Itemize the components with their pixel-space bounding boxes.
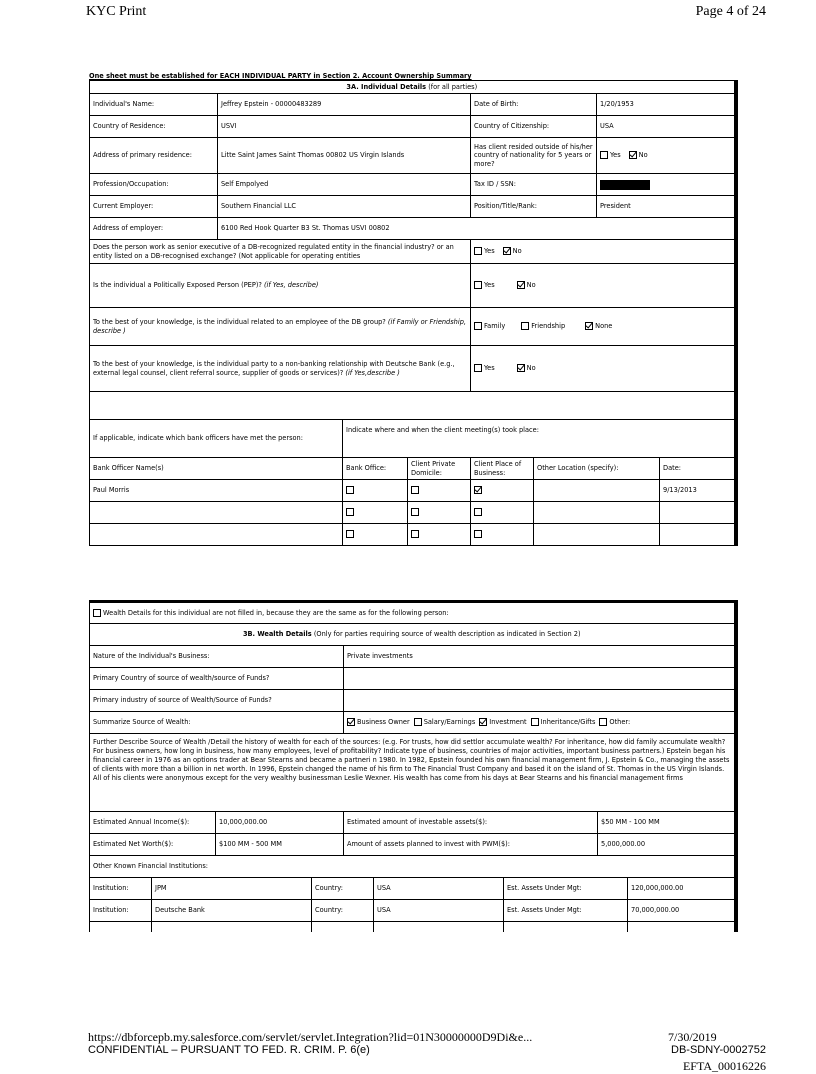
investment-checkbox[interactable] (479, 718, 487, 726)
pep-question: Is the individual a Politically Exposed Person (PEP)? (if Yes, describe) (90, 264, 471, 308)
dob-label: Date of Birth: (471, 94, 597, 116)
institution-name: JPM (152, 878, 312, 900)
footer-confidential: CONFIDENTIAL – PURSUANT TO FED. R. CRIM. P. 6(e) (88, 1044, 370, 1056)
related-employee-options: Family Friendship None (471, 308, 736, 346)
dob-value: 1/20/1953 (597, 94, 736, 116)
summarize-wealth-label: Summarize Source of Wealth: (90, 712, 344, 734)
position-label: Position/Title/Rank: (471, 196, 597, 218)
planned-assets-label: Amount of assets planned to invest with PWM($): (344, 834, 598, 856)
col-officer-name: Bank Officer Name(s) (90, 458, 343, 480)
investable-assets-label: Estimated amount of investable assets($): (344, 812, 598, 834)
footer-url: https://dbforcepb.my.salesforce.com/servlet/servlet.Integration?lid=01N30000000D9Di&e... (88, 1030, 533, 1044)
related-family-checkbox[interactable] (474, 322, 482, 330)
source-country-label: Primary Country of source of wealth/source of Funds? (90, 668, 344, 690)
senior-yes-checkbox[interactable] (474, 247, 482, 255)
institution-country: USA (374, 878, 504, 900)
senior-executive-options: Yes No (471, 240, 736, 264)
other-source-checkbox[interactable] (599, 718, 607, 726)
address-value: Litte Saint James Saint Thomas 00802 US Virgin Islands (218, 138, 471, 174)
summarize-wealth-options: Business Owner Salary/Earnings Investment Inheritance/Gifts Other: (344, 712, 736, 734)
col-private-domicile: Client Private Domicile: (408, 458, 471, 480)
employer-address-value: 6100 Red Hook Quarter B3 St. Thomas USVI 00802 (218, 218, 736, 240)
institution-row (90, 900, 736, 922)
name-value: Jeffrey Epstein - 00000483289 (218, 94, 471, 116)
bank-office-checkbox[interactable] (346, 530, 354, 538)
wealth-details-table (89, 600, 738, 932)
col-other-location: Other Location (specify): (534, 458, 660, 480)
citizenship-value: USA (597, 116, 736, 138)
net-worth-label: Estimated Net Worth($): (90, 834, 216, 856)
planned-assets-value: 5,000,000.00 (598, 834, 736, 856)
place-of-business-checkbox[interactable] (474, 530, 482, 538)
resided-outside-yes-checkbox[interactable] (600, 151, 608, 159)
bank-officers-question: If applicable, indicate which bank officers have met the person: (90, 420, 343, 458)
name-label: Individual's Name: (90, 94, 218, 116)
footer-efta-number: EFTA_00016226 (682, 1059, 766, 1073)
institution-country-label: Country: (312, 900, 374, 922)
source-industry-label: Primary industry of source of Wealth/Source of Funds? (90, 690, 344, 712)
residence-value: USVI (218, 116, 471, 138)
employer-value: Southern Financial LLC (218, 196, 471, 218)
business-nature-value: Private investments (344, 646, 736, 668)
residence-label: Country of Residence: (90, 116, 218, 138)
institution-name: Deutsche Bank (152, 900, 312, 922)
institution-assets: 120,000,000.00 (628, 878, 736, 900)
col-place-of-business: Client Place of Business: (471, 458, 534, 480)
net-worth-value: $100 MM - 500 MM (216, 834, 344, 856)
nonbank-no-checkbox[interactable] (517, 364, 525, 372)
wealth-same-as-row: Wealth Details for this individual are not filled in, because they are the same as for the following person: (90, 602, 736, 624)
pep-yes-checkbox[interactable] (474, 281, 482, 289)
wealth-same-checkbox[interactable] (93, 609, 101, 617)
bank-office-checkbox[interactable] (346, 508, 354, 516)
nonbank-yes-checkbox[interactable] (474, 364, 482, 372)
annual-income-value: 10,000,000.00 (216, 812, 344, 834)
place-of-business-checkbox[interactable] (474, 508, 482, 516)
meeting-row (90, 524, 736, 546)
profession-label: Profession/Occupation: (90, 174, 218, 196)
institution-assets-label: Est. Assets Under Mgt: (504, 900, 628, 922)
annual-income-label: Estimated Annual Income($): (90, 812, 216, 834)
institution-country: USA (374, 900, 504, 922)
related-employee-question: To the best of your knowledge, is the individual related to an employee of the DB group? (if Family or Friendship, describe ) (90, 308, 471, 346)
pep-no-checkbox[interactable] (517, 281, 525, 289)
non-banking-options: Yes No (471, 346, 736, 392)
individual-details-table (89, 80, 738, 546)
private-domicile-checkbox[interactable] (411, 508, 419, 516)
institution-label: Institution: (90, 878, 152, 900)
employer-address-label: Address of employer: (90, 218, 218, 240)
business-owner-checkbox[interactable] (347, 718, 355, 726)
footer-bates-number: DB-SDNY-0002752 (671, 1044, 766, 1056)
intro-instruction: One sheet must be established for EACH INDIVIDUAL PARTY in Section 2. Account Ownership Summary (89, 72, 472, 80)
header-title: KYC Print (86, 4, 147, 19)
profession-value: Self Empolyed (218, 174, 471, 196)
pep-options: Yes No (471, 264, 736, 308)
related-none-checkbox[interactable] (585, 322, 593, 330)
private-domicile-checkbox[interactable] (411, 530, 419, 538)
section-3a-title: 3A. Individual Details (for all parties) (90, 81, 736, 94)
non-banking-question: To the best of your knowledge, is the individual party to a non-banking relationship with Deutsche Bank (e.g., external legal counsel, client referral source, supplier of goods or services)? (if Yes,describe ) (90, 346, 471, 392)
address-label: Address of primary residence: (90, 138, 218, 174)
institution-label: Institution: (90, 900, 152, 922)
taxid-value (597, 174, 736, 196)
position-value: President (597, 196, 736, 218)
bank-office-checkbox[interactable] (346, 486, 354, 494)
footer-date: 7/30/2019 (668, 1030, 717, 1044)
other-institutions-label: Other Known Financial Institutions: (90, 856, 736, 878)
col-date: Date: (660, 458, 736, 480)
senior-executive-question: Does the person work as senior executive of a DB-recognized regulated entity in the financial industry? or an entity listed on a DB-recognised exchange? (Not applicable for operating entities (90, 240, 471, 264)
institution-assets-label: Est. Assets Under Mgt: (504, 878, 628, 900)
meeting-row (90, 502, 736, 524)
place-of-business-checkbox[interactable] (474, 486, 482, 494)
col-bank-office: Bank Office: (343, 458, 408, 480)
blank-row (90, 392, 736, 420)
salary-checkbox[interactable] (414, 718, 422, 726)
investable-assets-value: $50 MM - 100 MM (598, 812, 736, 834)
resided-outside-options: Yes No (597, 138, 736, 174)
source-country-value (344, 668, 736, 690)
business-nature-label: Nature of the Individual's Business: (90, 646, 344, 668)
citizenship-label: Country of Citizenship: (471, 116, 597, 138)
wealth-description: Further Describe Source of Wealth /Detail the history of wealth for each of the sources: (e.g. For trusts, how did settlor accumulate wealth? For inheritance, how did family accumulate wealth?For business owners, how long in business, how many employees, level of profitability? Indicate type of business, countries of major activities, important business partners.) Epstein began his financial career in 1976 as an options trader at Bear Stearns and became a partneri n 1980. In 1982, Epstein founded his own financial management firm, J. Epstein & Co., managing the assets of clients with more than a billion in net worth. In 1996, Epstein changed the name of his firm to The Financial Trust Company and based it on the island of St. Thomas in the US Virgin Islands. All of his clients were anonymous except for the very wealthy businessman Leslie Wexner. His wealth has come from his days at Bear Stearns and his financial management firms (90, 734, 736, 812)
page-number: Page 4 of 24 (695, 4, 766, 19)
institution-country-label: Country: (312, 878, 374, 900)
related-friendship-checkbox[interactable] (521, 322, 529, 330)
redaction-box (600, 180, 650, 190)
officer-name-value: Paul Morris (90, 480, 343, 502)
meeting-location-question: Indicate where and when the client meeting(s) took place: (343, 420, 736, 458)
meeting-date-value: 9/13/2013 (660, 480, 736, 502)
employer-label: Current Employer: (90, 196, 218, 218)
institution-assets: 70,000,000.00 (628, 900, 736, 922)
section-3b-title: 3B. Wealth Details (Only for parties requiring source of wealth description as indicated in Section 2) (90, 624, 736, 646)
institution-row (90, 878, 736, 900)
private-domicile-checkbox[interactable] (411, 486, 419, 494)
meeting-row (90, 480, 736, 502)
resided-outside-no-checkbox[interactable] (629, 151, 637, 159)
other-location-value (534, 480, 660, 502)
inheritance-checkbox[interactable] (531, 718, 539, 726)
senior-no-checkbox[interactable] (503, 247, 511, 255)
taxid-label: Tax ID / SSN: (471, 174, 597, 196)
source-industry-value (344, 690, 736, 712)
resided-outside-label: Has client resided outside of his/her country of nationality for 5 years or more? (471, 138, 597, 174)
